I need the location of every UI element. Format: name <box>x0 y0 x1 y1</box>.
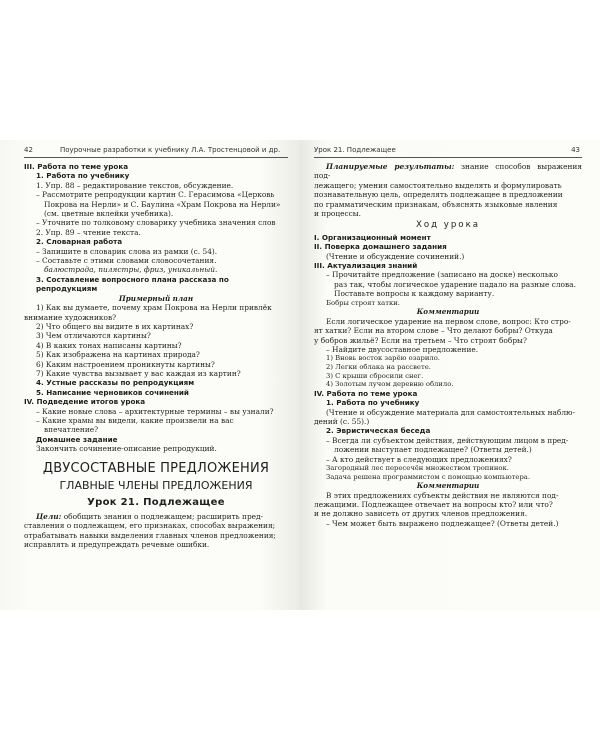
comment-line: ят хатки? Если на втором слове – Что делают бобры? Откуда <box>314 326 553 336</box>
section-summary: IV. Подведение итогов урока <box>24 397 146 407</box>
subheading-oral-stories: 4. Устные рассказы по репродукциям <box>36 378 195 388</box>
left-content <box>24 162 288 549</box>
plan-label: Примерный план <box>118 293 194 303</box>
book-spread <box>0 140 600 610</box>
vocab-words-italic: балюстрада, пилястры, фриз, уникальный. <box>44 265 218 275</box>
subheading-drafts: 5. Написание черновиков сочинений <box>36 387 189 397</box>
example-line: Задача решена программистом с помощью компьютера. <box>326 472 531 481</box>
results-label: Планируемые результаты: <box>326 162 455 171</box>
vocab-line-2: – Составьте с этими словами словосочетания. <box>36 256 217 266</box>
lesson-plan-heading: Ход урока <box>415 220 481 231</box>
plan-line: 7) Какие чувства вызывает у вас каждая из картин? <box>36 368 241 378</box>
subheading-textbook: 1. Работа по учебнику <box>326 398 420 408</box>
plan-line: 3) Чем отличаются картины? <box>36 331 151 341</box>
comment2-line: – Чем может быть выражено подлежащее? (Ответы детей.) <box>326 518 559 528</box>
vocab-line-1: – Запишите в словарик слова из рамки (с. 54). <box>36 246 218 256</box>
compare-line-1: – Рассмотрите репродукции картин С. Герасимова «Церковь <box>36 190 275 200</box>
goals-paragraph <box>24 512 288 521</box>
comment-line: – Найдите двусоставное предложение. <box>326 344 479 354</box>
chapter-title: ДВУСОСТАВНЫЕ ПРЕДЛОЖЕНИЯ <box>42 460 270 476</box>
right-page-number: 43 <box>571 146 580 154</box>
results-line: знание способов выражения под- <box>314 162 582 181</box>
comment2-line: лежащими. Подлежащее отвечает на вопросы кто? или что? <box>314 499 553 509</box>
plan-line: 2) Что общего вы видите в их картинах? <box>36 321 194 331</box>
exercise-88: 1. Упр. 88 – редактирование текстов, обсуждение. <box>36 180 234 190</box>
comment2-label: Комментарии <box>416 481 480 491</box>
question-line: – Всегда ли субъектом действия, действующим лицом в пред- <box>326 435 569 445</box>
subheading-plan: 3. Составление вопросного плана рассказа по репродукциям <box>36 274 229 294</box>
clarify-line-1: – Уточните по толковому словарику учебника значения слов <box>36 218 276 228</box>
compare-line-2: Покрова на Нерли» и С. Баулина «Храм Покрова на Нерли» <box>44 199 281 209</box>
right-header-rule <box>314 157 582 158</box>
left-header-rule <box>24 157 288 158</box>
lesson-title: Урок 21. Подлежащее <box>87 497 225 509</box>
actual-line: Поставьте вопросы к каждому варианту. <box>334 289 495 299</box>
comment-line: Если логическое ударение на первом слове, вопрос: Кто стро- <box>326 316 571 326</box>
left-running-title: Поурочные разработки к учебнику Л.А. Тростенцовой и др. <box>60 146 281 154</box>
right-running-title: Урок 21. Подлежащее <box>314 146 396 154</box>
textbook-line: (Чтение и обсуждение материала для самостоятельных наблю- <box>326 407 575 417</box>
subheading-vocabulary: 2. Словарная работа <box>36 237 123 247</box>
section-heading: III. Работа по теме урока <box>24 162 129 171</box>
section-topic-work: IV. Работа по теме урока <box>314 388 418 398</box>
vocab-words <box>24 265 288 274</box>
textbook-line: дений (с. 55).) <box>314 416 370 426</box>
subheading-heuristic: 2. Эвристическая беседа <box>326 426 431 436</box>
question-line: – А кто действует в следующих предложениях? <box>326 454 512 464</box>
left-page <box>0 140 300 610</box>
plan-line: 6) Каким настроением проникнуты картины? <box>36 359 215 369</box>
summary-line-1: – Какие новые слова – архитектурные термины – вы узнали? <box>36 406 274 416</box>
section-org: I. Организационный момент <box>314 232 431 242</box>
sentence-item: 4) Золотым лучом деревню облило. <box>326 380 454 389</box>
results-line: по грамматическим признакам, объяснять языковые явления <box>314 199 558 209</box>
plan-line: 5) Как изображена на картинах природа? <box>36 350 200 360</box>
right-page <box>300 140 600 610</box>
actual-line: раз так, чтобы логическое ударение падало на разные слова. <box>334 279 576 289</box>
actual-line: – Прочитайте предложение (записано на доске) несколько <box>326 270 558 280</box>
goals-line: обобщить знания о подлежащем; расширить пред- <box>63 511 264 521</box>
compare-line-3: (см. цветные вклейки учебника). <box>44 209 174 219</box>
section-homework-check: II. Поверка домашнего задания <box>314 242 447 252</box>
section-actualization: III. Актуализация знаний <box>314 261 418 271</box>
subheading-textbook-work: 1. Работа по учебнику <box>36 171 130 181</box>
plan-line: 1) Как вы думаете, почему храм Покрова на Нерли привлёк <box>36 303 272 313</box>
example-line: Загородный лес пересечён множеством тропинок. <box>326 463 509 472</box>
sentence-item: 3) С крыши сбросили снег. <box>326 371 424 380</box>
summary-line-2: – Какие храмы вы видели, какие произвели на вас впечатление? <box>36 415 234 435</box>
exercise-89: 2. Упр. 89 – чтение текста. <box>36 227 141 237</box>
goals-line: исправлять и предупреждать речевые ошибки. <box>24 540 210 550</box>
comment2-line: и не должно зависеть от других членов предложения. <box>314 509 528 519</box>
sentence-item: 1) Вновь восток зарёю озарило. <box>326 354 440 363</box>
comment2-line: В этих предложениях субъекты действия не являются под- <box>326 490 559 500</box>
results-line: лежащего; умения самостоятельно выделять и формулировать <box>314 180 562 190</box>
plan-line: 4) В каких тонах написаны картины? <box>36 340 182 350</box>
left-page-number: 42 <box>24 146 33 154</box>
goals-line: ставления о подлежащем, его признаках, способах выражения; <box>24 521 276 531</box>
right-content <box>314 162 582 528</box>
section-title: ГЛАВНЫЕ ЧЛЕНЫ ПРЕДЛОЖЕНИЯ <box>59 479 253 492</box>
results-line: познавательную цель, определять подлежащее в предложении <box>314 190 563 200</box>
homework-text: Закончить сочинение-описание репродукций. <box>36 444 217 454</box>
sentence-item: 2) Легки облака на рассвете. <box>326 362 431 371</box>
results-line: и процессы. <box>314 209 362 219</box>
homework-check-text: (Чтение и обсуждение сочинений.) <box>326 251 465 261</box>
results-paragraph <box>314 162 582 181</box>
goals-label: Цели: <box>36 511 62 521</box>
comment-label: Комментарии <box>416 307 480 317</box>
example-sentence: Бобры строят хатки. <box>326 298 400 307</box>
comment-line: у бобров жильё? Если на третьем – Что строят бобры? <box>314 335 527 345</box>
goals-line: отрабатывать навыки выделения главных членов предложения; <box>24 530 276 540</box>
question-line: ложении выступает подлежащее? (Ответы детей.) <box>334 445 532 455</box>
plan-line: внимание художников? <box>24 312 117 322</box>
homework-label: Домашнее задание <box>36 434 118 444</box>
